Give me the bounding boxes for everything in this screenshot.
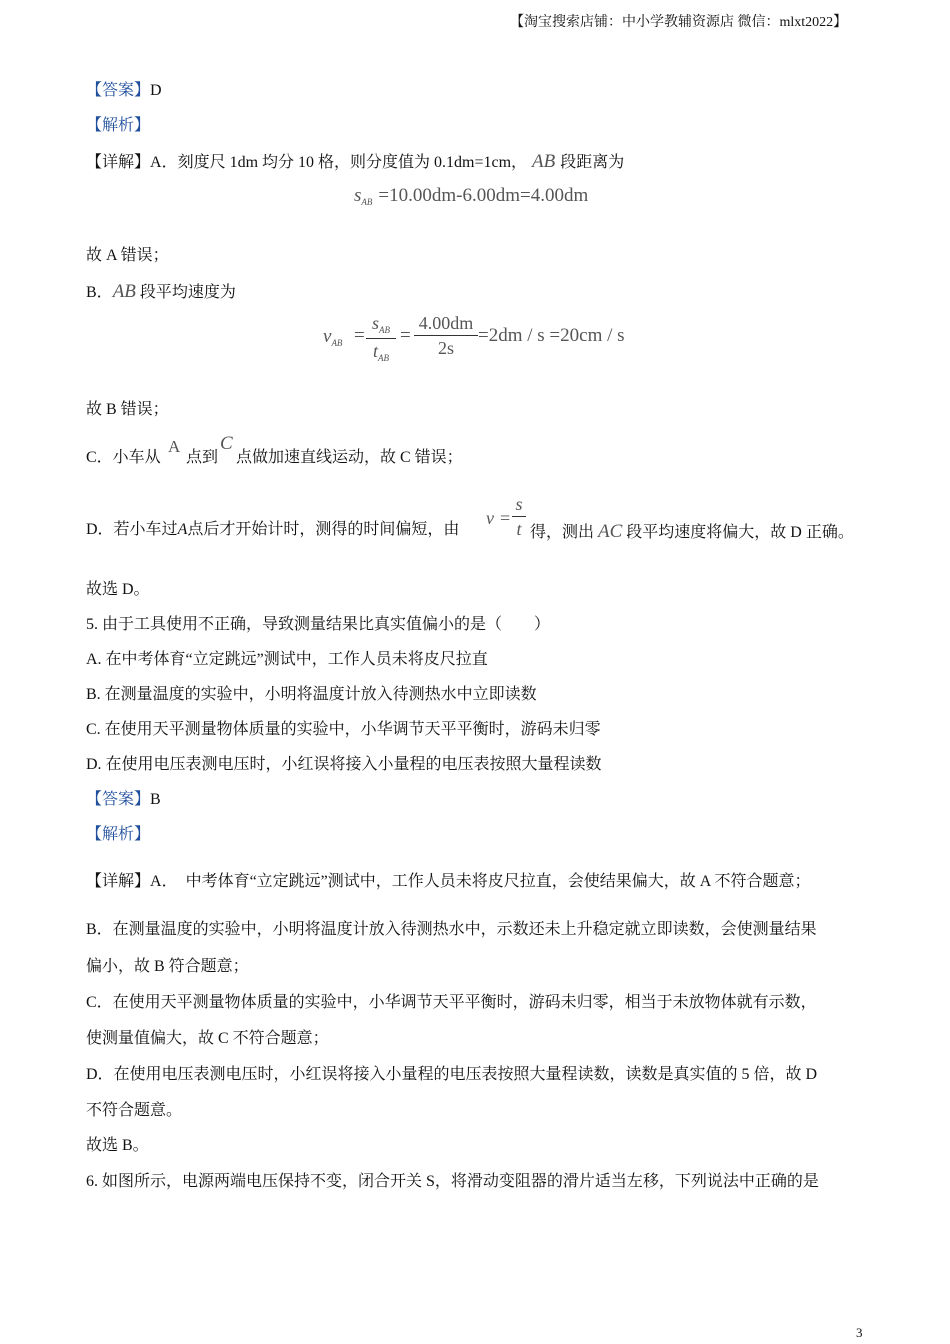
- d-text-3a: 得，测出: [530, 524, 595, 541]
- q5-detail-a-text: A． 中考体育“立定跳远”测试中，工作人员未将皮尺拉直，会使结果偏大，故 A 不符合题意；: [150, 873, 811, 890]
- c-point-c: C: [220, 433, 233, 454]
- q5-detail-tag: 【详解】: [86, 873, 151, 890]
- b-tail: 段平均速度为: [139, 284, 236, 301]
- d-equals: =: [500, 508, 511, 528]
- eq1-symbol: s: [354, 185, 362, 206]
- d-fraction: [512, 495, 526, 538]
- c-point-a: A: [168, 437, 181, 456]
- q5-detail-a: [86, 874, 810, 890]
- eq2-rhs: =2dm / s =20cm / s: [478, 325, 625, 346]
- answer-tag: 【答案】: [86, 82, 151, 99]
- b-conclusion: 故 B 错误；: [86, 401, 169, 418]
- eq2-lhs: [323, 327, 342, 348]
- q5-answer-tag: 【答案】: [86, 791, 151, 808]
- d-text-2: 点后才开始计时，测得的时间偏短，由: [187, 521, 460, 538]
- d-fraction-num: s: [515, 494, 523, 514]
- detail-line-b: [86, 282, 236, 301]
- q5-option-d: D. 在使用电压表测电压时，小红误将接入小量程的电压表按照大量程读数: [86, 756, 602, 773]
- d-point-a: A: [177, 521, 188, 538]
- q5-analysis-tag: 【解析】: [86, 826, 151, 843]
- q4-final: 故选 D。: [86, 581, 150, 598]
- d-v-symbol: v: [486, 508, 494, 528]
- q5-stem: 5. 由于工具使用不正确，导致测量结果比真实值偏小的是（ ）: [86, 616, 551, 633]
- q5-option-b: B. 在测量温度的实验中，小明将温度计放入待测热水中立即读数: [86, 686, 537, 703]
- d-fraction-den: t: [516, 519, 522, 539]
- d-text-1a: D．若小车过: [86, 521, 178, 538]
- eq2-equals-2: =: [400, 325, 411, 346]
- detail-tag: 【详解】: [86, 154, 151, 171]
- eq1-rhs: =10.00dm-6.00dm=4.00dm: [378, 185, 589, 206]
- eq2-num-value: 4.00dm: [418, 313, 474, 333]
- header-shop-note: 【淘宝搜索店铺：中小学教辅资源店 微信：mlxt2022】: [510, 15, 848, 30]
- detail-a-text: A．刻度尺 1dm 均分 10 格，则分度值为 0.1dm=1cm，: [150, 154, 528, 171]
- eq1-subscript: AB: [361, 197, 373, 207]
- q5-detail-b-1: B．在测量温度的实验中，小明将温度计放入待测热水中，示数还未上升稳定就立即读数，会使测量结果: [86, 921, 817, 938]
- q5-option-a: A. 在中考体育“立定跳远”测试中，工作人员未将皮尺拉直: [86, 651, 488, 668]
- q5-option-c: C. 在使用天平测量物体质量的实验中，小华调节天平平衡时，游码未归零: [86, 721, 601, 738]
- answer-value: D: [150, 82, 162, 99]
- eq2-v-sub: AB: [331, 338, 343, 348]
- eq2-num-sub: AB: [379, 325, 390, 335]
- a-conclusion: 故 A 错误；: [86, 247, 169, 264]
- d-text-3: [530, 522, 854, 541]
- eq2-fraction-symbolic: [366, 314, 396, 363]
- eq2-fraction-numeric: [414, 314, 478, 357]
- detail-a-tail: 段距离为: [560, 154, 625, 171]
- eq2-num-s: s: [371, 313, 379, 333]
- eq2-v: v: [323, 326, 332, 347]
- segment-ab: AB: [532, 151, 556, 172]
- d-text-4: 段平均速度将偏大，故 D 正确。: [626, 524, 854, 541]
- detail-line-a: [86, 152, 624, 171]
- eq2-den-value: 2s: [437, 338, 454, 358]
- q5-final: 故选 B。: [86, 1137, 149, 1154]
- q5-answer-value: B: [150, 791, 161, 808]
- c-text-2: 点到: [186, 449, 219, 466]
- c-text-3: 点做加速直线运动，故 C 错误；: [236, 449, 463, 466]
- q5-detail-b-2: 偏小，故 B 符合题意；: [86, 958, 249, 975]
- eq2-den-t: t: [372, 341, 378, 361]
- c-text-1: C．小车从: [86, 449, 161, 466]
- page-number: 3: [856, 1325, 863, 1340]
- analysis-tag: 【解析】: [86, 117, 151, 134]
- q6-stem: 6. 如图所示，电源两端电压保持不变，闭合开关 S，将滑动变阻器的滑片适当左移，下列说法中正确的是: [86, 1173, 819, 1190]
- d-text-1: [86, 522, 459, 538]
- b-label: B．: [86, 284, 113, 301]
- q5-detail-d-2: 不符合题意。: [86, 1102, 183, 1119]
- q5-detail-d-1: D．在使用电压表测电压时，小红误将接入小量程的电压表按照大量程读数，读数是真实值的 5 倍，故 D: [86, 1066, 818, 1083]
- eq2-equals-1: =: [354, 325, 365, 346]
- segment-ac: AC: [598, 521, 623, 542]
- equation-sab: [354, 186, 588, 207]
- q5-detail-c-1: C．在使用天平测量物体质量的实验中，小华调节天平平衡时，游码未归零，相当于未放物体就有示数，: [86, 994, 817, 1011]
- segment-ab-b: AB: [112, 281, 136, 302]
- eq2-den-sub: AB: [378, 353, 389, 363]
- q5-detail-c-2: 使测量值偏大，故 C 不符合题意；: [86, 1030, 329, 1047]
